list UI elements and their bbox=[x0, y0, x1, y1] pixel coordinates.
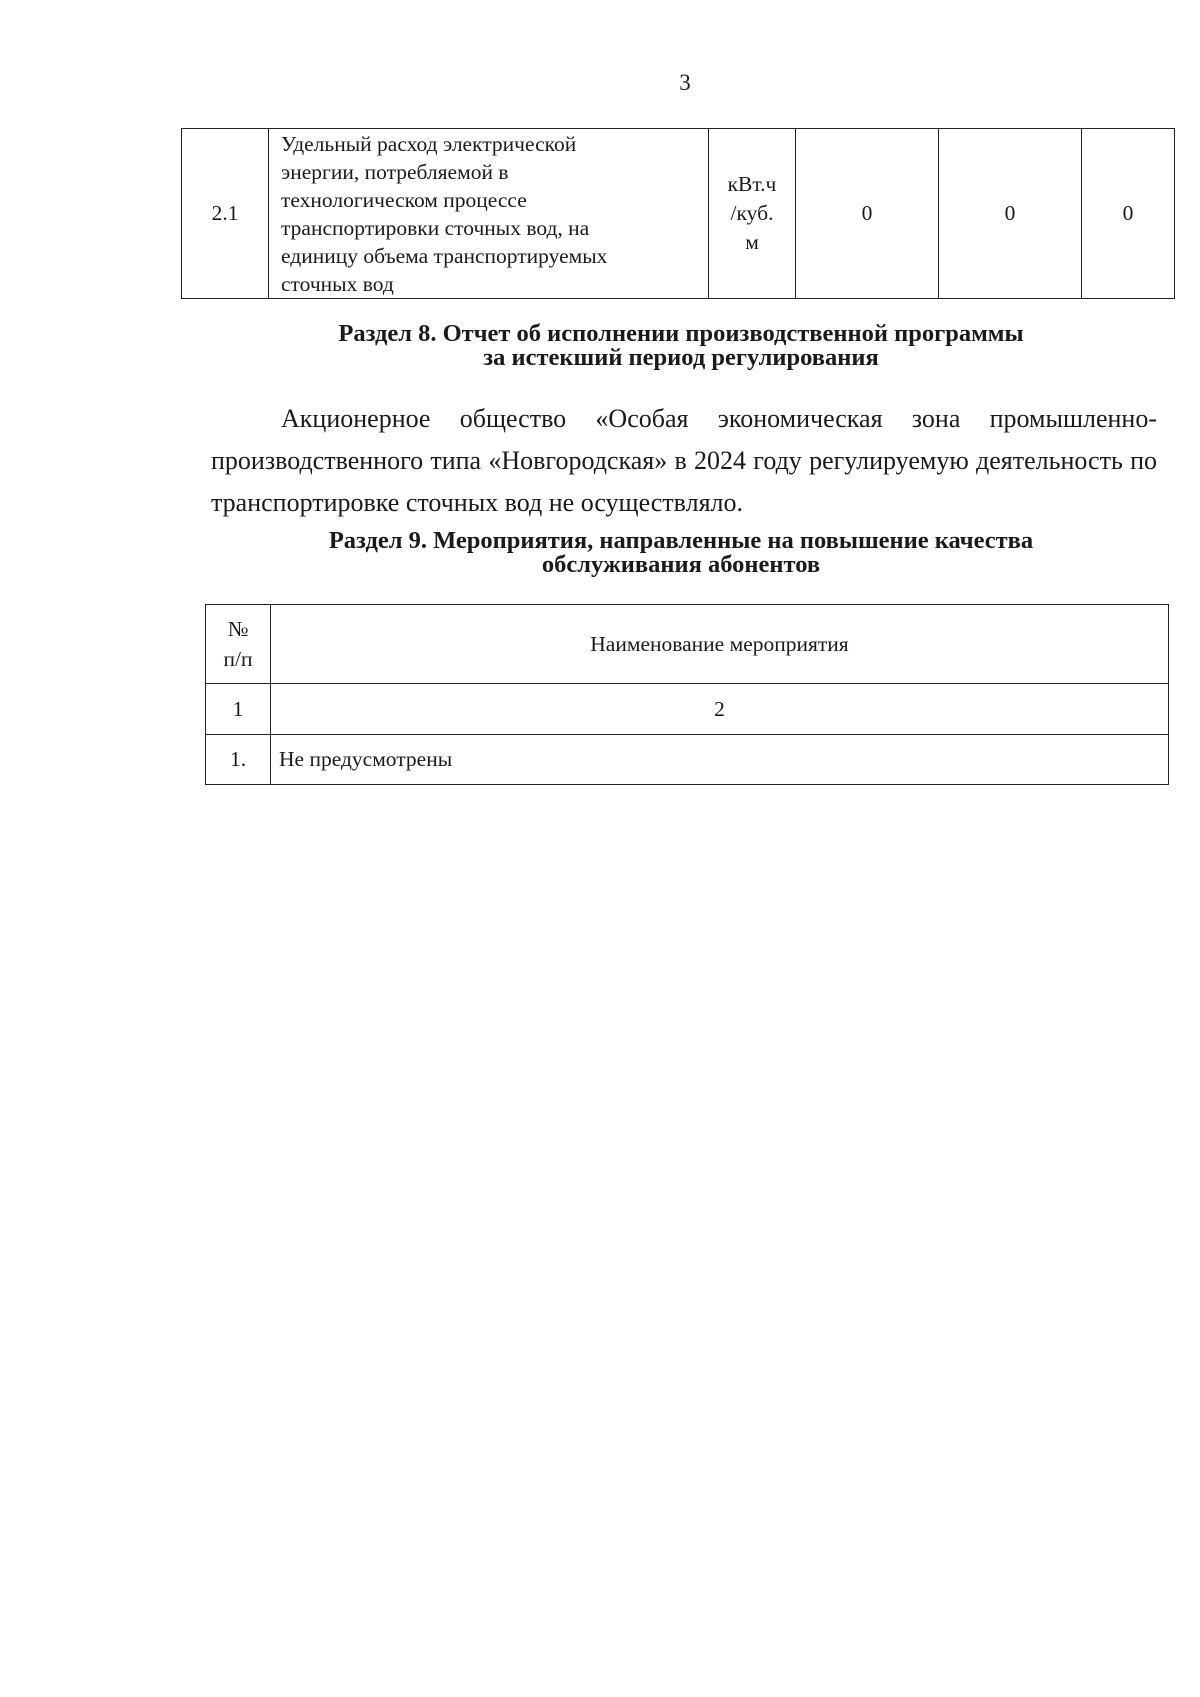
header-num bbox=[206, 605, 271, 684]
header-num-line: п/п bbox=[223, 647, 253, 671]
heading-line: обслуживания абонентов bbox=[541, 551, 821, 578]
header-num-line: № bbox=[227, 617, 249, 641]
header-name: Наименование мероприятия bbox=[271, 605, 1169, 684]
unit-line: /куб. bbox=[730, 201, 774, 225]
indicator-table bbox=[181, 128, 1175, 299]
heading-line: Раздел 8. Отчет об исполнении производственной программы bbox=[338, 320, 1024, 347]
item-number: 1. bbox=[206, 735, 271, 785]
measures-table bbox=[205, 604, 1169, 785]
description-line: Удельный расход электрической bbox=[281, 131, 577, 156]
column-number: 2 bbox=[271, 684, 1169, 735]
value-cell: 0 bbox=[1082, 129, 1175, 299]
unit-line: м bbox=[745, 230, 759, 254]
value-cell: 0 bbox=[939, 129, 1082, 299]
page-number: 3 bbox=[679, 70, 691, 95]
section-9-heading bbox=[181, 529, 1181, 577]
unit-cell bbox=[709, 129, 796, 299]
description-line: транспортировки сточных вод, на bbox=[281, 215, 590, 240]
table-header-row bbox=[206, 605, 1169, 684]
indicator-description bbox=[269, 129, 709, 299]
heading-line: за истекший период регулирования bbox=[483, 344, 879, 371]
section-8-paragraph: Акционерное общество «Особая экономическая зона промышленно-производственного типа «Новгородская» в 2024 году регулируемую деятельность по транспортировке сточных вод не осуществляло. bbox=[211, 404, 1157, 517]
table-row bbox=[182, 129, 1175, 299]
description-line: энергии, потребляемой в bbox=[281, 159, 509, 184]
description-line: технологическом процессе bbox=[281, 187, 527, 212]
item-name: Не предусмотрены bbox=[271, 735, 1169, 785]
unit-line: кВт.ч bbox=[727, 172, 777, 196]
description-line: единицу объема транспортируемых bbox=[281, 243, 608, 268]
table-row bbox=[206, 735, 1169, 785]
row-number: 2.1 bbox=[182, 129, 269, 299]
section-8-heading bbox=[181, 322, 1181, 370]
column-number: 1 bbox=[206, 684, 271, 735]
column-number-row bbox=[206, 684, 1169, 735]
description-line: сточных вод bbox=[281, 271, 394, 296]
value-cell: 0 bbox=[796, 129, 939, 299]
heading-line: Раздел 9. Мероприятия, направленные на повышение качества bbox=[328, 527, 1034, 554]
